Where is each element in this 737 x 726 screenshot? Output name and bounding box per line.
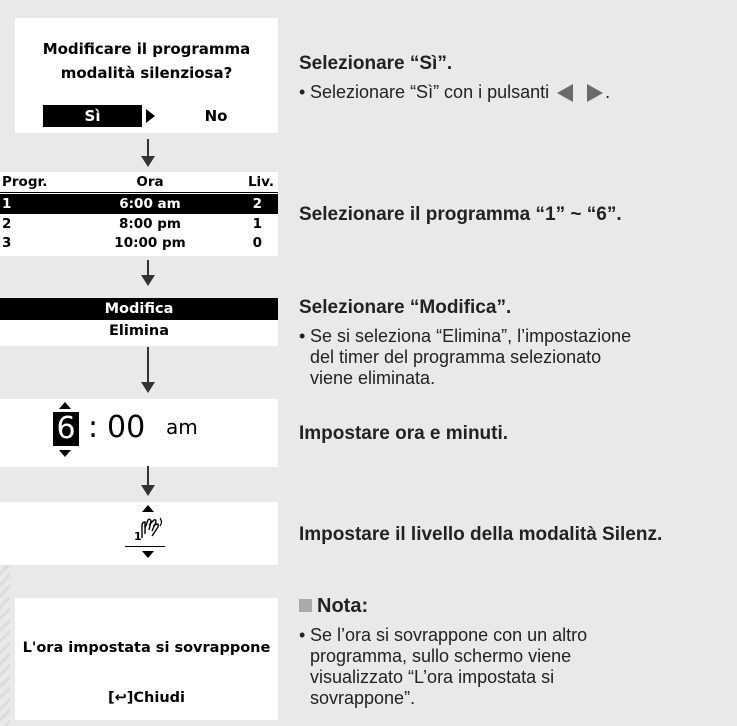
row-program: 2 <box>2 216 12 232</box>
program-table-screen <box>0 172 278 256</box>
ampm-value: am <box>166 415 198 439</box>
time-colon: : <box>88 410 99 445</box>
quiet-level-screen <box>0 502 278 565</box>
bullet-dot: • <box>299 82 306 102</box>
no-label: No <box>204 107 228 125</box>
delete-label: Elimina <box>108 323 170 339</box>
step-set-time <box>299 422 508 446</box>
left-arrow-button-icon <box>557 84 573 102</box>
header-liv: Liv. <box>247 174 274 190</box>
step-select-yes-bullet <box>299 82 610 103</box>
no-option[interactable] <box>191 105 241 127</box>
row-level: 2 <box>252 196 262 212</box>
note-section <box>299 594 587 709</box>
note-line: sovrappone”. <box>310 688 416 708</box>
header-ora: Ora <box>136 174 164 190</box>
row-program: 1 <box>2 196 12 212</box>
modify-option[interactable] <box>0 298 278 320</box>
header-progr: Progr. <box>2 174 48 190</box>
step-select-yes <box>299 52 610 103</box>
level-underline <box>125 546 165 547</box>
overlap-message: L'ora impostata si sovrappone <box>22 640 271 656</box>
bullet-dot: • <box>299 326 306 346</box>
confirm-question-line1: Modificare il programma <box>42 40 251 58</box>
row-time: 6:00 am <box>119 196 181 212</box>
note-bullet <box>299 625 587 709</box>
row-program: 3 <box>2 235 12 251</box>
step-select-yes-text: Selezionare “Sì” con i pulsanti <box>310 82 550 102</box>
step-select-yes-end: . <box>605 82 611 102</box>
note-line: Se l’ora si sovrappone con un altro <box>310 625 588 645</box>
step-select-program-title: Selezionare il programma “1” ~ “6”. <box>299 204 622 225</box>
level-up-arrow-icon[interactable] <box>142 505 154 512</box>
table-row[interactable] <box>0 194 278 214</box>
table-row[interactable] <box>0 214 278 234</box>
edge-decoration <box>0 560 10 726</box>
note-square-icon <box>299 599 312 612</box>
confirm-question-line2: modalità silenziosa? <box>60 64 233 82</box>
confirm-screen <box>15 18 278 133</box>
hour-up-arrow-icon[interactable] <box>59 402 71 409</box>
table-header <box>0 172 278 193</box>
hour-down-arrow-icon[interactable] <box>59 450 71 457</box>
step-set-level-title: Impostare il livello della modalità Silenz. <box>299 524 663 545</box>
row-time: 10:00 pm <box>114 235 186 251</box>
overlap-message-screen <box>15 598 278 720</box>
bullet-line: del timer del programma selezionato <box>310 347 602 367</box>
modify-label: Modifica <box>104 301 174 317</box>
row-time: 8:00 pm <box>118 216 181 232</box>
time-setting-screen <box>0 399 278 467</box>
minutes-value[interactable]: 00 <box>107 410 146 445</box>
yes-option[interactable] <box>43 105 142 127</box>
bullet-line: Se si seleziona “Elimina”, l’impostazione <box>310 326 632 346</box>
level-value: 1 <box>134 530 142 543</box>
close-option[interactable] <box>15 690 278 706</box>
row-level: 1 <box>252 216 262 232</box>
hour-value: 6 <box>56 411 76 446</box>
bullet-line: viene eliminata. <box>310 368 436 388</box>
table-row[interactable] <box>0 233 278 253</box>
step-select-modify-title: Selezionare “Modifica”. <box>299 297 512 318</box>
action-menu-screen <box>0 298 278 346</box>
close-label: Chiudi <box>133 690 186 706</box>
selection-cursor-icon <box>146 109 155 123</box>
right-arrow-button-icon <box>587 84 603 102</box>
note-heading <box>299 594 587 618</box>
step-select-yes-title: Selezionare “Sì”. <box>299 53 453 74</box>
bullet-dot: • <box>299 625 306 645</box>
back-icon: ↩ <box>114 690 127 706</box>
delete-option[interactable] <box>0 320 278 342</box>
yes-label: Sì <box>84 107 101 125</box>
step-set-level <box>299 523 662 547</box>
hour-field[interactable] <box>53 412 79 446</box>
back-bracket-close: ] <box>126 690 134 706</box>
level-down-arrow-icon[interactable] <box>142 551 154 558</box>
step-select-program <box>299 203 622 227</box>
note-line: visualizzato “L’ora impostata si <box>310 667 555 687</box>
step-select-modify-bullet <box>299 326 631 389</box>
step-set-time-title: Impostare ora e minuti. <box>299 423 509 444</box>
step-select-modify <box>299 296 631 389</box>
row-level: 0 <box>252 235 262 251</box>
back-bracket-open: [ <box>107 690 115 706</box>
note-title: Nota: <box>317 595 369 617</box>
note-line: programma, sullo schermo viene <box>310 646 572 666</box>
